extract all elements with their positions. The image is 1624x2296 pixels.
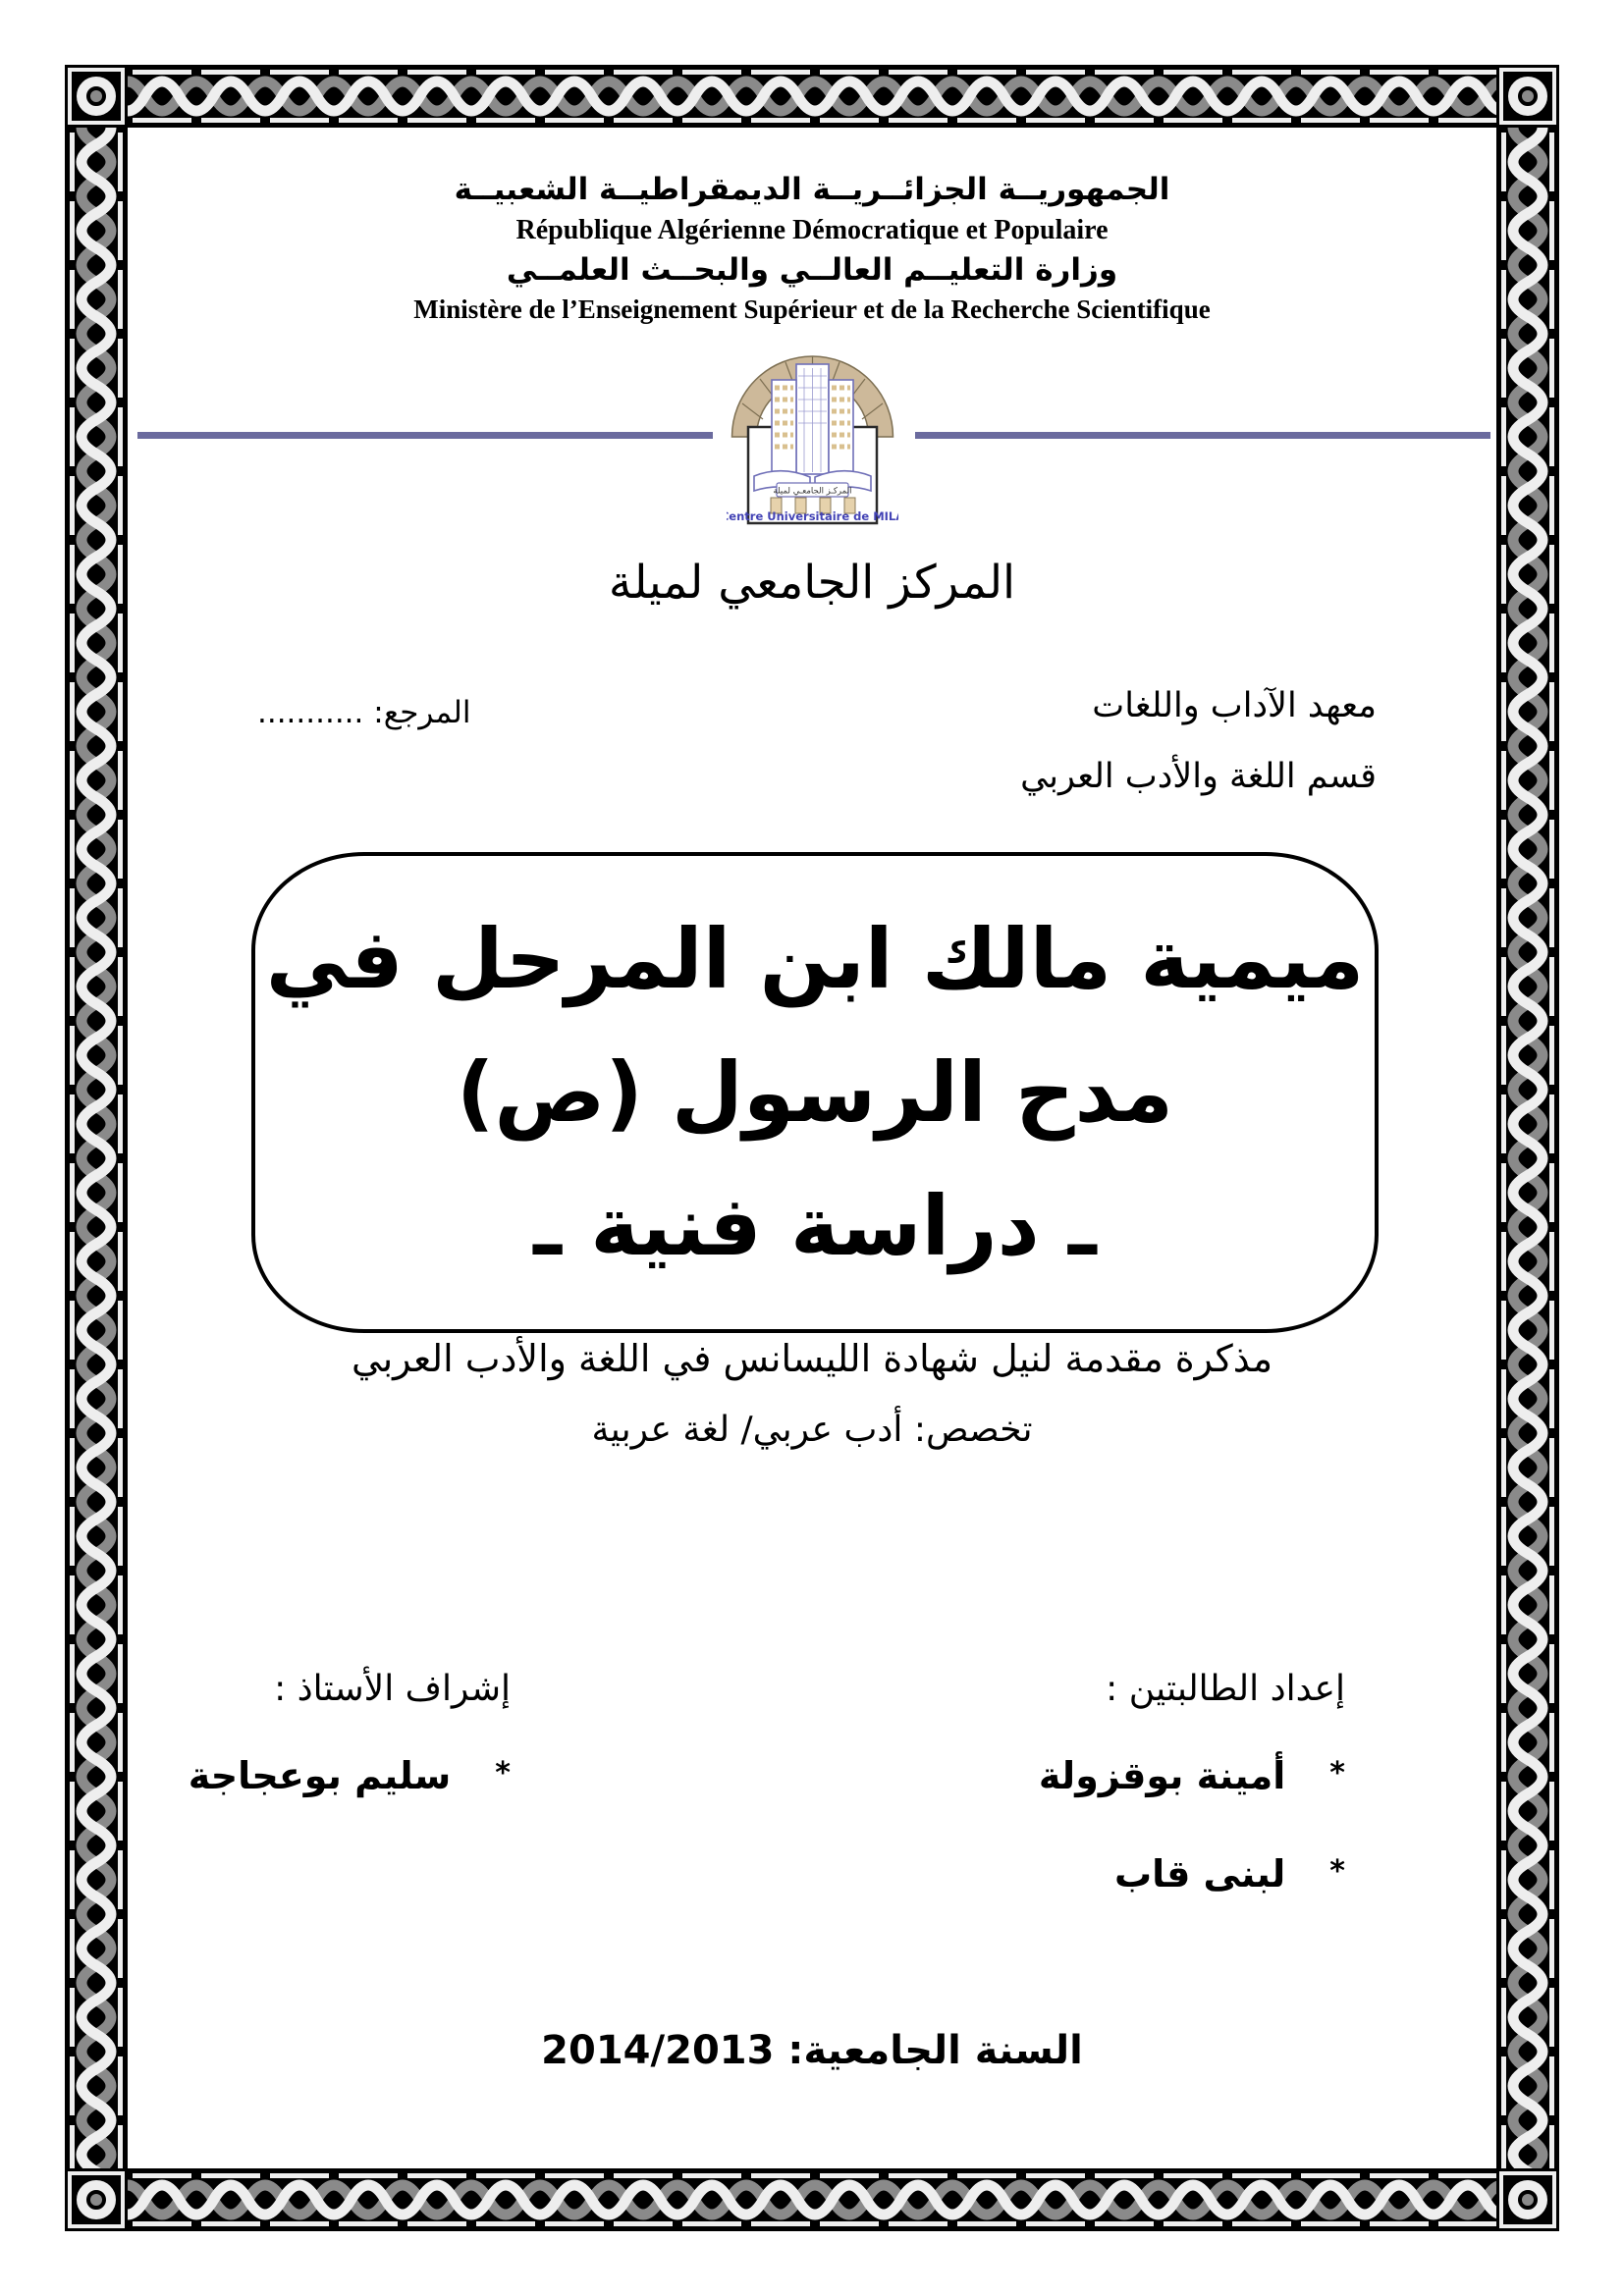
border-band-left xyxy=(65,128,128,2168)
asterisk-bullet-icon: * xyxy=(1329,1853,1345,1889)
student-name-row xyxy=(1039,1852,1345,1896)
border-corner-bottom-right xyxy=(1496,2168,1559,2231)
reference-label: المرجع: ........... xyxy=(257,695,471,730)
supervisor-name: سليم بوعجاجة xyxy=(188,1754,452,1797)
memo-speciality: تخصص: أدب عربي/ لغة عربية xyxy=(591,1410,1033,1450)
thesis-title-line-3: ـ دراسة فنية ـ xyxy=(533,1178,1097,1275)
border-band-right xyxy=(1496,128,1559,2168)
academic-year: السنة الجامعية: 2014/2013 xyxy=(541,2028,1083,2073)
border-band-bottom xyxy=(128,2168,1496,2231)
logo-caption-text: Centre Universitaire de MILA xyxy=(727,509,898,523)
border-band-top xyxy=(128,65,1496,128)
divider-line-left xyxy=(137,432,713,439)
thesis-title-box xyxy=(251,852,1379,1333)
official-header xyxy=(0,167,1624,330)
students-heading: إعداد الطالبتين : xyxy=(1106,1669,1345,1709)
institute-name: معهد الآداب واللغات xyxy=(1092,686,1377,725)
asterisk-bullet-icon: * xyxy=(1329,1755,1345,1790)
supervisor-section xyxy=(189,1669,511,1797)
logo-building xyxy=(772,364,853,474)
institute-block xyxy=(1020,671,1377,813)
department-name: قسم اللغة والأدب العربي xyxy=(1020,756,1377,796)
ministry-name-french: Ministère de l’Enseignement Supérieur et de la Recherche Scientifique xyxy=(413,294,1211,324)
divider-line-right xyxy=(915,432,1490,439)
republic-name-french: République Algérienne Démocratique et Populaire xyxy=(515,214,1109,245)
border-corner-top-left xyxy=(65,65,128,128)
students-section xyxy=(1039,1669,1345,1896)
ministry-name-arabic: وزارة التعليــم العالــي والبحــث العلمــي xyxy=(506,251,1118,288)
student-name-row xyxy=(1039,1754,1345,1797)
supervisor-heading: إشراف الأستاذ : xyxy=(274,1669,511,1709)
border-corner-bottom-left xyxy=(65,2168,128,2231)
thesis-title-line-1: ميمية مالك ابن المرحل في xyxy=(265,910,1365,1007)
logo-banner-text: المركـز الجامعـي لميلة xyxy=(773,486,852,497)
republic-name-arabic: الجمهوريــة الجزائــريــة الديمقراطيــة الشعبيــة xyxy=(454,172,1170,207)
university-logo xyxy=(727,329,898,530)
supervisor-name-row xyxy=(189,1754,511,1797)
thesis-title-line-2: مدح الرسول (ص) xyxy=(456,1043,1174,1141)
university-name: المركز الجامعي لميلة xyxy=(608,556,1016,610)
student-name-1: أمينة بوقزولة xyxy=(1038,1754,1286,1797)
memo-description: مذكرة مقدمة لنيل شهادة الليسانس في اللغة والأدب العربي xyxy=(351,1337,1273,1380)
student-name-2: لبنى قاب xyxy=(1113,1852,1286,1896)
border-corner-top-right xyxy=(1496,65,1559,128)
asterisk-bullet-icon: * xyxy=(495,1755,511,1790)
university-logo-image xyxy=(727,329,898,530)
